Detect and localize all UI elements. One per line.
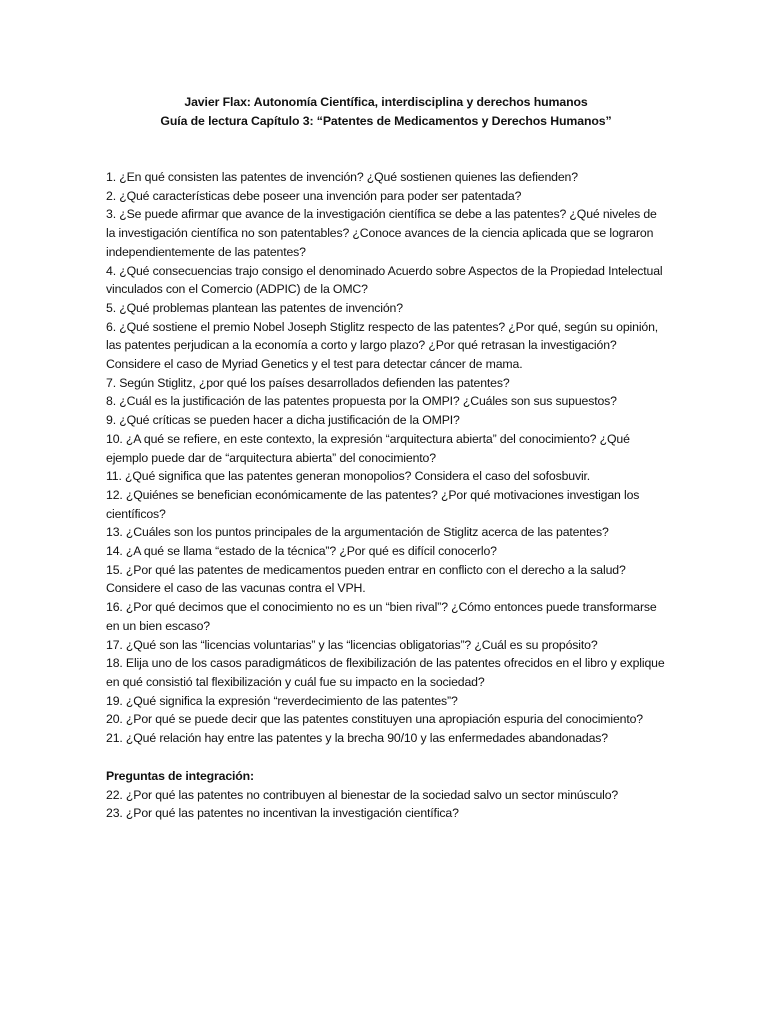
integration-question-item: 22. ¿Por qué las patentes no contribuyen al bienestar de la sociedad salvo un sector minúsculo? <box>106 787 619 802</box>
question-item: 11. ¿Qué significa que las patentes generan monopolios? Considera el caso del sofosbuvir. <box>106 469 591 484</box>
integration-section <box>106 767 666 823</box>
document-page <box>106 93 666 823</box>
question-item: 7. Según Stiglitz, ¿por qué los países desarrollados defienden las patentes? <box>106 375 510 390</box>
question-item: 15. ¿Por qué las patentes de medicamentos pueden entrar en conflicto con el derecho a la salud? Considere el caso de las vacunas contra el VPH. <box>106 562 626 596</box>
question-item: 21. ¿Qué relación hay entre las patentes y la brecha 90/10 y las enfermedades abandonadas? <box>106 731 608 746</box>
question-item: 4. ¿Qué consecuencias trajo consigo el denominado Acuerdo sobre Aspectos de la Propiedad Intelectual vinculados con el Comercio (ADPIC) de la OMC? <box>106 263 663 297</box>
question-item: 9. ¿Qué críticas se pueden hacer a dicha justificación de la OMPI? <box>106 413 460 428</box>
question-item: 20. ¿Por qué se puede decir que las patentes constituyen una apropiación espuria del conocimiento? <box>106 712 643 727</box>
question-item: 19. ¿Qué significa la expresión “reverdecimiento de las patentes”? <box>106 693 458 708</box>
question-item: 10. ¿A qué se refiere, en este contexto, la expresión “arquitectura abierta” del conocimiento? ¿Qué ejemplo puede dar de “arquitectura abierta” del conocimiento? <box>106 431 630 465</box>
question-item: 18. Elija uno de los casos paradigmáticos de flexibilización de las patentes ofrecidos en el libro y explique en qué consistió tal flexibilización y cuál fue su impacto en la sociedad? <box>106 656 665 689</box>
question-item: 12. ¿Quiénes se benefician económicamente de las patentes? ¿Por qué motivaciones investigan los científicos? <box>106 487 640 521</box>
question-item: 14. ¿A qué se llama “estado de la técnica”? ¿Por qué es difícil conocerlo? <box>106 544 497 559</box>
document-header <box>106 93 666 130</box>
document-subtitle: Guía de lectura Capítulo 3: “Patentes de Medicamentos y Derechos Humanos” <box>160 113 612 128</box>
integration-heading: Preguntas de integración: <box>106 768 254 783</box>
integration-question-item: 23. ¿Por qué las patentes no incentivan la investigación científica? <box>106 806 459 821</box>
question-item: 16. ¿Por qué decimos que el conocimiento no es un “bien rival”? ¿Cómo entonces puede transformarse en un bien escaso? <box>106 600 657 633</box>
question-item: 13. ¿Cuáles son los puntos principales de la argumentación de Stiglitz acerca de las patentes? <box>106 525 609 540</box>
question-item: 17. ¿Qué son las “licencias voluntarias” y las “licencias obligatorias”? ¿Cuál es su propósito? <box>106 637 598 652</box>
question-item: 1. ¿En qué consisten las patentes de invención? ¿Qué sostienen quienes las defienden? <box>106 170 578 184</box>
document-title: Javier Flax: Autonomía Científica, interdisciplina y derechos humanos <box>184 95 588 109</box>
question-item: 6. ¿Qué sostiene el premio Nobel Joseph Stiglitz respecto de las patentes? ¿Por qué, según su opinión, las patentes perjudican a la economía a corto y largo plazo? ¿Por qué retrasan la investigación? Considere el caso de Myriad Genetics y el test para detectar cáncer de mama. <box>106 319 659 372</box>
question-item: 5. ¿Qué problemas plantean las patentes de invención? <box>106 300 403 315</box>
question-item: 2. ¿Qué características debe poseer una invención para poder ser patentada? <box>106 188 522 203</box>
question-item: 8. ¿Cuál es la justificación de las patentes propuesta por la OMPI? ¿Cuáles son sus supuestos? <box>106 394 617 409</box>
question-list <box>106 168 666 748</box>
question-item: 3. ¿Se puede afirmar que avance de la investigación científica se debe a las patentes? ¿Qué niveles de la investigación científica no son patentables? ¿Conoce avances de la ciencia aplicada que se lograron independientemente de las patentes? <box>106 207 657 259</box>
